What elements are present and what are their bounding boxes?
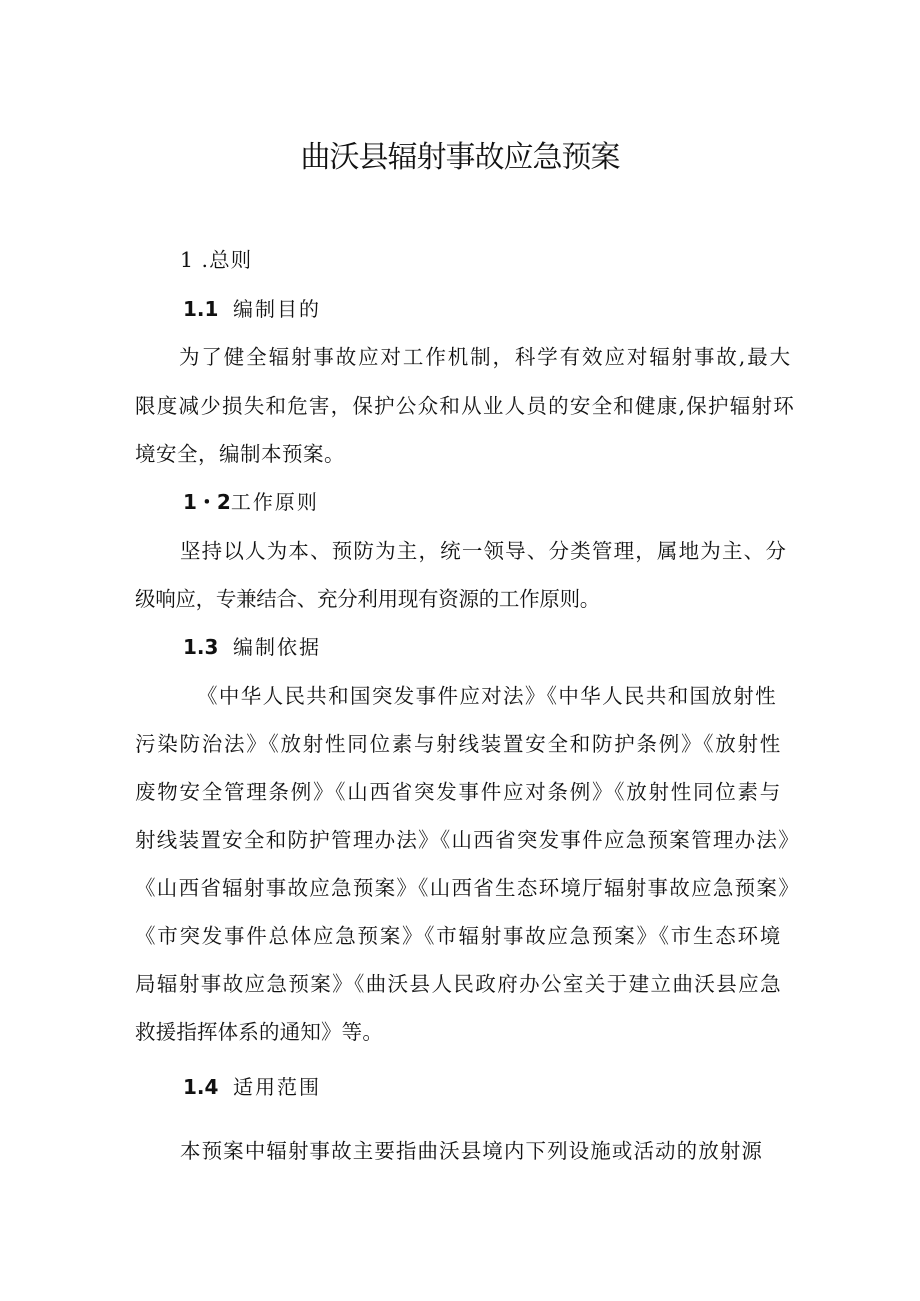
section-1-3-heading [183, 632, 321, 662]
section-1-2-title: 工作原则 [230, 490, 319, 514]
paragraph-line: 局辐射事故应急预案》《曲沃县人民政府办公室关于建立曲沃县应急 [135, 972, 782, 996]
paragraph-line: 《中华人民共和国突发事件应对法》《中华人民共和国放射性 [197, 684, 777, 708]
section-1-2-number: 1・2 [183, 490, 231, 514]
document-title: 曲沃县辐射事故应急预案 [300, 140, 620, 175]
section-1-4-number: 1.4 [183, 1075, 219, 1099]
paragraph-line: 境安全，编制本预案。 [135, 442, 345, 466]
paragraph-line: 污染防治法》《放射性同位素与射线装置安全和防护条例》《放射性 [135, 732, 782, 756]
section-1-4-heading [183, 1072, 321, 1102]
section-1-3-number: 1.3 [183, 635, 219, 659]
section-1-3-title: 编制依据 [233, 635, 321, 659]
paragraph-line: 射线装置安全和防护管理办法》《山西省突发事件应急预案管理办法》 [135, 828, 800, 852]
section-1-1-number: 1.1 [183, 297, 219, 321]
paragraph-line: 为了健全辐射事故应对工作机制，科学有效应对辐射事故,最大 [179, 345, 792, 369]
section-1-2-heading [183, 487, 319, 517]
section-1-1-heading [183, 294, 321, 324]
section-1-4-title: 适用范围 [233, 1075, 321, 1099]
paragraph-line: 限度减少损失和危害，保护公众和从业人员的安全和健康,保护辐射环 [135, 394, 795, 418]
paragraph-line: 《山西省辐射事故应急预案》《山西省生态环境厅辐射事故应急预案》 [135, 876, 800, 900]
paragraph-line: 废物安全管理条例》《山西省突发事件应对条例》《放射性同位素与 [135, 780, 782, 804]
paragraph-line: 坚持以人为本、预防为主，统一领导、分类管理，属地为主、分 [180, 539, 787, 563]
paragraph-line: 《市突发事件总体应急预案》《市辐射事故应急预案》《市生态环境 [135, 924, 782, 948]
paragraph-line: 救援指挥体系的通知》等。 [135, 1020, 383, 1044]
paragraph-line: 本预案中辐射事故主要指曲沃县境内下列设施或活动的放射源 [180, 1139, 763, 1163]
section-1-heading: 1 .总则 [180, 248, 253, 272]
section-1-1-title: 编制目的 [233, 297, 321, 321]
paragraph-line: 级响应，专兼结合、充分利用现有资源的工作原则。 [135, 587, 600, 611]
